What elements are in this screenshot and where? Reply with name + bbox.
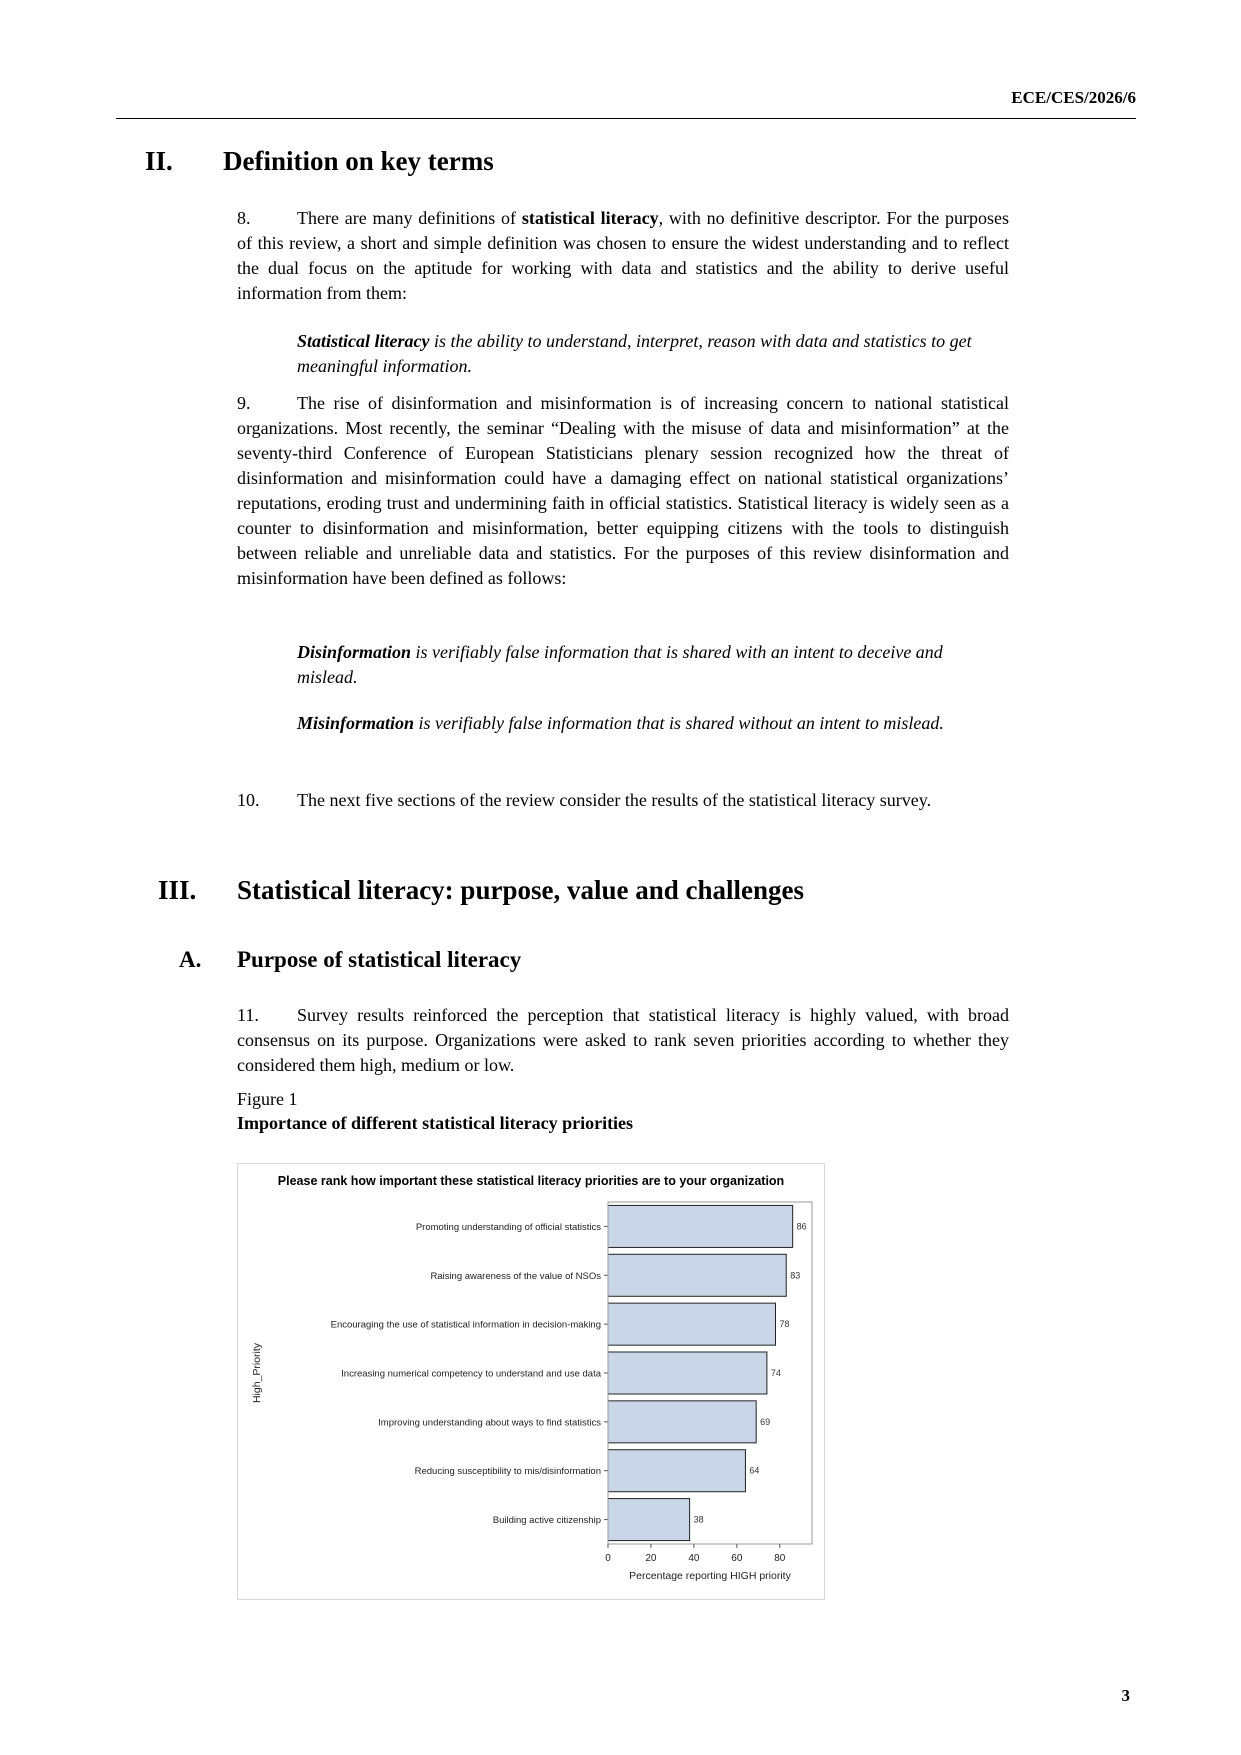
bar-value-label: 38 (693, 1514, 704, 1525)
bar-value-label: 86 (796, 1221, 807, 1232)
chart-bar (608, 1303, 775, 1345)
bar-value-label: 78 (779, 1319, 790, 1330)
x-tick-label: 20 (645, 1553, 657, 1564)
paragraph-text: , with no definitive descriptor. For the purposes of this review, a short and simple definition was chosen to ensure the widest understanding and to reflect the dual focus on the aptitude for working with data and statistics and the ability to derive useful information from them: (237, 208, 1010, 303)
figure-label: Figure 1 (237, 1089, 298, 1109)
section-number: III. (158, 875, 197, 905)
section-title: Definition on key terms (223, 146, 494, 176)
definition-term: Statistical literacy (297, 331, 430, 351)
paragraph-number: 8. (237, 208, 251, 228)
chart-bar (608, 1450, 745, 1492)
section-number: II. (145, 146, 173, 176)
category-label: Improving understanding about ways to find statistics (378, 1417, 601, 1429)
paragraph-text: Survey results reinforced the perception that statistical literacy is highly valued, with broad consensus on its purpose. Organizations were asked to rank seven priorities according to whether they considered them high, medium or low. (237, 1005, 1009, 1075)
x-tick-label: 80 (774, 1553, 786, 1564)
paragraph-text: The rise of disinformation and misinformation is of increasing concern to national statistical organizations. Most recently, the seminar “Dealing with the misuse of data and misinformation” at the seventy-third Conference of European Statisticians plenary session recognized how the threat of disinformation and misinformation could have a damaging effect on national statistical organizations’ reputations, eroding trust and undermining faith in official statistics. Statistical literacy is widely seen as a counter to disinformation and misinformation, better equipping citizens with the tools to distinguish between reliable and unreliable data and statistics. For the purposes of this review disinformation and misinformation have been defined as follows: (237, 393, 1009, 588)
definition-disinformation (297, 640, 977, 690)
paragraph-9 (237, 391, 1009, 591)
figure-title: Importance of different statistical literacy priorities (237, 1113, 634, 1133)
chart-bar (608, 1401, 756, 1443)
paragraph-8 (237, 206, 1009, 306)
definition-text: is verifiably false information that is shared without an intent to mislead. (414, 713, 944, 733)
bar-value-label: 74 (770, 1368, 781, 1378)
paragraph-number: 10. (237, 790, 260, 810)
paragraph-10 (237, 788, 1009, 813)
y-axis-label: High_Priority (251, 1342, 263, 1404)
paragraph-text: The next five sections of the review consider the results of the statistical literacy survey. (297, 790, 932, 810)
category-label: Raising awareness of the value of NSOs (430, 1270, 601, 1282)
chart-bar (608, 1254, 786, 1296)
bar-chart (237, 1163, 825, 1600)
paragraph-number: 9. (237, 393, 251, 413)
category-label: Promoting understanding of official statistics (415, 1221, 601, 1233)
paragraph-text: There are many definitions of (297, 208, 522, 228)
bar-value-label: 83 (790, 1270, 801, 1281)
bar-value-label: 64 (749, 1465, 760, 1476)
x-tick-label: 40 (688, 1553, 700, 1564)
document-symbol: ECE/CES/2026/6 (1011, 88, 1136, 107)
x-axis-label: Percentage reporting HIGH priority (629, 1570, 791, 1582)
chart-title: Please rank how important these statistical literacy priorities are to your organization (277, 1174, 785, 1188)
chart-canvas (238, 1164, 824, 1599)
section-title: Statistical literacy: purpose, value and challenges (237, 875, 804, 905)
definition-term: Disinformation (297, 642, 412, 662)
bold-term: statistical literacy (521, 208, 659, 228)
subsection-number: A. (179, 947, 202, 972)
definition-text: is verifiably false information that is shared with an intent to deceive and mislead. (297, 642, 943, 687)
bar-value-label: 69 (760, 1416, 771, 1427)
category-label: Reducing susceptibility to mis/disinformation (414, 1466, 601, 1478)
x-tick-label: 0 (605, 1553, 611, 1564)
definition-misinformation (297, 711, 977, 736)
chart-bar (608, 1499, 690, 1541)
definition-term: Misinformation (297, 713, 415, 733)
page-header (116, 88, 1136, 119)
page-number: 3 (1121, 1686, 1130, 1705)
paragraph-number: 11. (237, 1005, 259, 1025)
category-label: Encouraging the use of statistical information in decision-making (330, 1319, 601, 1331)
definition-text: is the ability to understand, interpret, reason with data and statistics to get meaningful information. (297, 331, 972, 376)
paragraph-11 (237, 1003, 1009, 1078)
subsection-title: Purpose of statistical literacy (237, 947, 522, 972)
x-tick-label: 60 (731, 1553, 743, 1564)
category-label: Building active citizenship (492, 1515, 601, 1527)
definition-statistical-literacy (297, 329, 977, 379)
chart-bar (608, 1352, 767, 1394)
category-label: Increasing numerical competency to understand and use data (341, 1368, 601, 1380)
chart-bar (608, 1205, 793, 1247)
